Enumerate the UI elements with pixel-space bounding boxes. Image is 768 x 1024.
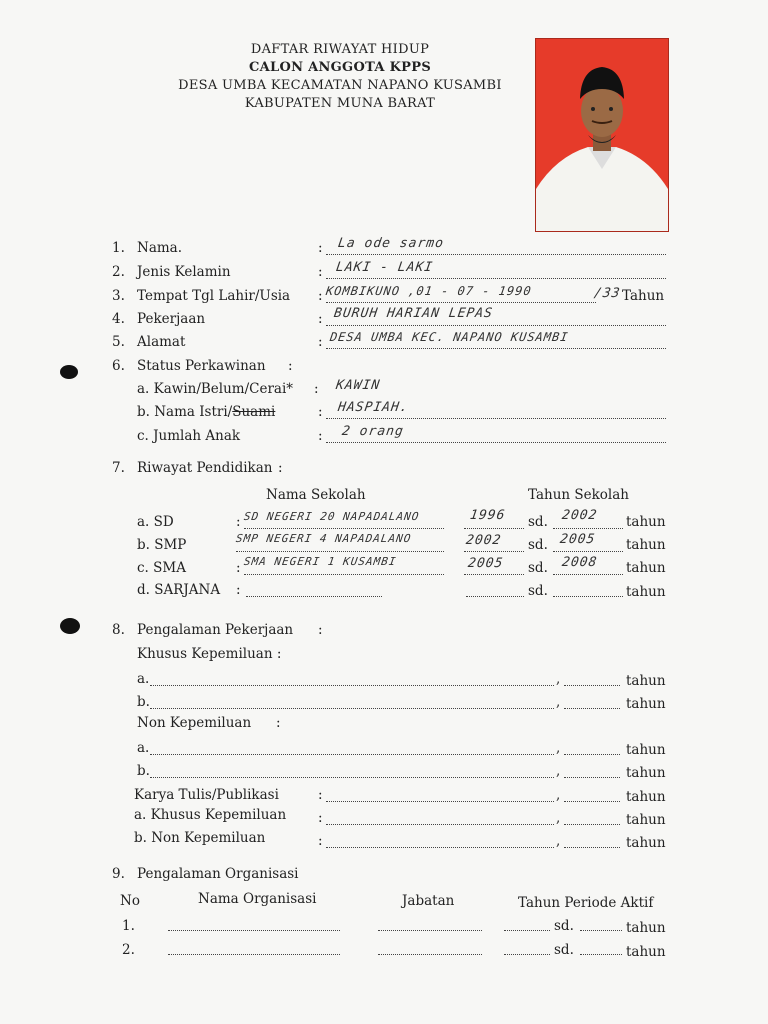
- tahun-text: tahun: [626, 584, 666, 600]
- tahun-text: tahun: [626, 696, 666, 712]
- colon: :: [318, 428, 323, 444]
- item-number: 9.: [112, 866, 125, 882]
- tahun-text: tahun: [626, 765, 666, 781]
- fill-line: [564, 824, 620, 825]
- colon: :: [318, 833, 323, 849]
- label-karya-non: b. Non Kepemiluan: [134, 830, 266, 846]
- sd-text: sd.: [528, 514, 548, 530]
- edu-school: SMP NEGERI 4 NAPADALANO: [235, 532, 413, 545]
- fill-line: [326, 302, 596, 303]
- label-pekerjaan: Pekerjaan: [137, 311, 206, 327]
- label-jumlah-anak: c. Jumlah Anak: [137, 428, 241, 444]
- colon: :: [318, 810, 323, 826]
- edu-label: d. SARJANA: [137, 582, 221, 598]
- row-letter: a.: [137, 671, 150, 687]
- label-organisasi: Pengalaman Organisasi: [137, 866, 299, 882]
- item-number: 3.: [112, 288, 125, 304]
- col-tahun-sekolah: Tahun Sekolah: [528, 487, 629, 503]
- col-periode: Tahun Periode Aktif: [518, 895, 654, 911]
- label-nama: Nama.: [137, 240, 183, 256]
- fill-line: [326, 801, 554, 802]
- fill-line: [464, 528, 524, 529]
- org-row-no: 2.: [122, 942, 135, 958]
- value-kawin: KAWIN: [334, 378, 382, 393]
- tahun-text: tahun: [626, 944, 666, 960]
- doc-village: DESA UMBA KECAMATAN NAPANO KUSAMBI: [178, 78, 502, 93]
- comma: ,: [556, 763, 561, 779]
- fill-line: [553, 551, 623, 552]
- fill-line: [553, 574, 623, 575]
- value-usia: /33: [592, 286, 622, 301]
- row-letter: b.: [137, 763, 150, 779]
- fill-line: [564, 777, 620, 778]
- label-karya-tulis: Karya Tulis/Publikasi: [134, 787, 279, 803]
- fill-line: [564, 685, 620, 686]
- fill-line: [326, 847, 554, 848]
- fill-line: [326, 325, 666, 326]
- colon: :: [278, 460, 283, 476]
- label-pengalaman: Pengalaman Pekerjaan: [137, 622, 294, 638]
- sd-text: sd.: [528, 537, 548, 553]
- edu-label: b. SMP: [137, 537, 187, 553]
- label-nama-istri: [137, 404, 275, 420]
- value-pekerjaan: BURUH HARIAN LEPAS: [332, 306, 494, 321]
- label-text: b. Nama Istri/: [137, 404, 233, 420]
- label-status: Status Perkawinan: [137, 358, 266, 374]
- item-number: 2.: [112, 264, 125, 280]
- tahun-text: tahun: [626, 514, 666, 530]
- col-jabatan: Jabatan: [402, 893, 455, 909]
- item-number: 4.: [112, 311, 125, 327]
- sd-text: sd.: [554, 918, 574, 934]
- fill-line: [150, 708, 554, 709]
- item-number: 8.: [112, 622, 125, 638]
- doc-subtitle: CALON ANGGOTA KPPS: [248, 60, 432, 75]
- row-letter: a.: [137, 740, 150, 756]
- tahun-text: tahun: [626, 673, 666, 689]
- item-number: 7.: [112, 460, 125, 476]
- colon: :: [318, 787, 323, 803]
- fill-line: [150, 777, 554, 778]
- comma: ,: [556, 787, 561, 803]
- fill-line: [466, 596, 524, 597]
- value-nama: La ode sarmo: [336, 236, 445, 251]
- edu-year-to: 2005: [558, 532, 597, 547]
- value-jenis-kelamin: LAKI - LAKI: [334, 260, 435, 275]
- colon: :: [236, 582, 241, 598]
- label-khusus: Khusus Kepemiluan :: [137, 646, 282, 662]
- comma: ,: [556, 694, 561, 710]
- fill-line: [150, 754, 554, 755]
- fill-line: [504, 930, 550, 931]
- edu-label: a. SD: [137, 514, 174, 530]
- colon: :: [236, 514, 241, 530]
- tahun-text: tahun: [626, 742, 666, 758]
- col-no: No: [120, 893, 140, 909]
- fill-line: [326, 442, 666, 443]
- label-non-kepemiluan: Non Kepemiluan: [137, 715, 252, 731]
- sd-text: sd.: [528, 583, 548, 599]
- fill-line: [504, 954, 550, 955]
- person-portrait-icon: [536, 39, 668, 231]
- comma: ,: [556, 740, 561, 756]
- edu-school: SD NEGERI 20 NAPADALANO: [243, 510, 421, 523]
- colon: :: [318, 622, 323, 638]
- tahun-text: tahun: [626, 812, 666, 828]
- fill-line: [244, 528, 444, 529]
- fill-line: [564, 754, 620, 755]
- colon: :: [276, 715, 281, 731]
- edu-year-from: 1996: [468, 508, 507, 523]
- doc-regency: KABUPATEN MUNA BARAT: [244, 96, 436, 111]
- struck-text: Suami: [232, 404, 276, 420]
- fill-line: [464, 551, 524, 552]
- fill-line: [326, 278, 666, 279]
- colon: :: [318, 311, 323, 327]
- label-kawin: a. Kawin/Belum/Cerai*: [137, 381, 294, 397]
- fill-line: [236, 551, 444, 552]
- tahun-text: tahun: [626, 920, 666, 936]
- value-jumlah-anak: 2 orang: [340, 424, 405, 439]
- colon: :: [236, 560, 241, 576]
- colon: :: [318, 264, 323, 280]
- colon: :: [318, 240, 323, 256]
- label-jenis-kelamin: Jenis Kelamin: [137, 264, 231, 280]
- colon: :: [318, 288, 323, 304]
- fill-line: [168, 954, 340, 955]
- fill-line: [326, 348, 666, 349]
- fill-line: [564, 708, 620, 709]
- comma: ,: [556, 671, 561, 687]
- fill-line: [326, 824, 554, 825]
- value-alamat: DESA UMBA KEC. NAPANO KUSAMBI: [329, 330, 570, 344]
- colon: :: [288, 358, 293, 374]
- fill-line: [580, 930, 622, 931]
- label-alamat: Alamat: [137, 334, 186, 350]
- item-number: 5.: [112, 334, 125, 350]
- value-nama-istri: HASPIAH.: [336, 400, 410, 415]
- doc-title: DAFTAR RIWAYAT HIDUP: [250, 42, 430, 57]
- label-tahun: Tahun: [622, 288, 665, 304]
- fill-line: [553, 596, 623, 597]
- comma: ,: [556, 833, 561, 849]
- label-ttl: Tempat Tgl Lahir/Usia: [137, 288, 291, 304]
- colon: :: [314, 381, 319, 397]
- edu-label: c. SMA: [137, 560, 186, 576]
- fill-line: [553, 528, 623, 529]
- fill-line: [378, 954, 482, 955]
- fill-line: [150, 685, 554, 686]
- row-letter: b.: [137, 694, 150, 710]
- sd-text: sd.: [528, 560, 548, 576]
- fill-line: [246, 596, 382, 597]
- tahun-text: tahun: [626, 560, 666, 576]
- colon: :: [318, 334, 323, 350]
- tahun-text: tahun: [626, 835, 666, 851]
- tahun-text: tahun: [626, 537, 666, 553]
- value-ttl: KOMBIKUNO ,01 - 07 - 1990: [325, 284, 533, 298]
- tahun-text: tahun: [626, 789, 666, 805]
- fill-line: [326, 418, 666, 419]
- label-pendidikan: Riwayat Pendidikan: [137, 460, 273, 476]
- punch-hole: [60, 365, 78, 379]
- edu-year-to: 2008: [560, 555, 599, 570]
- fill-line: [378, 930, 482, 931]
- fill-line: [564, 801, 620, 802]
- fill-line: [580, 954, 622, 955]
- label-karya-khusus: a. Khusus Kepemiluan: [134, 807, 287, 823]
- fill-line: [168, 930, 340, 931]
- comma: ,: [556, 810, 561, 826]
- colon: :: [318, 404, 323, 420]
- col-nama-organisasi: Nama Organisasi: [198, 891, 317, 907]
- item-number: 6.: [112, 358, 125, 374]
- fill-line: [244, 574, 444, 575]
- edu-year-from: 2002: [464, 533, 503, 548]
- fill-line: [564, 847, 620, 848]
- sd-text: sd.: [554, 942, 574, 958]
- edu-school: SMA NEGERI 1 KUSAMBI: [243, 555, 398, 568]
- item-number: 1.: [112, 240, 125, 256]
- profile-photo: [535, 38, 669, 232]
- edu-year-to: 2002: [560, 508, 599, 523]
- punch-hole: [60, 618, 80, 634]
- col-nama-sekolah: Nama Sekolah: [266, 487, 366, 503]
- edu-year-from: 2005: [466, 556, 505, 571]
- org-row-no: 1.: [122, 918, 135, 934]
- fill-line: [326, 254, 666, 255]
- fill-line: [464, 574, 524, 575]
